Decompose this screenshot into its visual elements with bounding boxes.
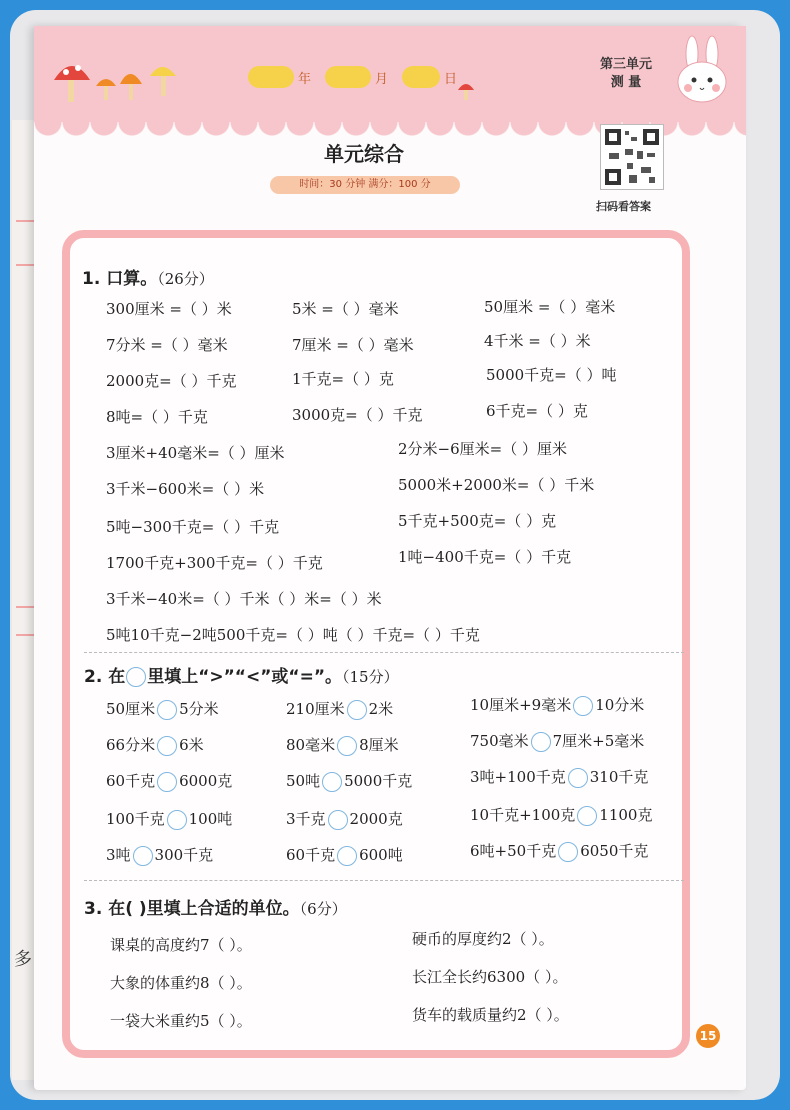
comparison-left: 60千克	[106, 772, 156, 790]
page-title: 单元综合	[324, 142, 404, 166]
answer-circle[interactable]	[157, 736, 177, 756]
year-label: 年	[298, 71, 312, 87]
comparison-item	[286, 844, 403, 866]
answer-circle[interactable]	[157, 772, 177, 792]
bunny-icon	[672, 34, 732, 104]
comparison-right: 5000千克	[344, 772, 413, 790]
q1-r3-c3: 5000千克=（ ）吨	[486, 366, 617, 384]
month-field[interactable]	[325, 66, 371, 88]
comparison-right: 100吨	[188, 810, 233, 828]
q1-r4-c1: 8吨=（ ）千克	[106, 408, 208, 426]
q1-r2-c2: 7厘米 =（ ）毫米	[292, 336, 414, 354]
section3-title-text: 3. 在( )里填上合适的单位。	[84, 899, 300, 919]
q1-r8-c1: 1700千克+300千克=（ ）千克	[106, 554, 323, 572]
compare-circle-icon	[126, 667, 146, 687]
section3-title	[84, 894, 347, 919]
answer-circle[interactable]	[133, 846, 153, 866]
comparison-left: 3吨+100千克	[470, 768, 566, 786]
comparison-left: 50吨	[286, 772, 321, 790]
q3-r2-c1: 大象的体重约8（ ）。	[110, 974, 252, 992]
comparison-item	[470, 694, 644, 716]
comparison-right: 300千克	[154, 846, 214, 864]
unit-tag	[600, 56, 652, 92]
previous-page-text: 多	[14, 949, 32, 970]
section1-title-text: 1. 口算。	[82, 269, 158, 289]
workbook-page	[34, 26, 746, 1090]
answer-circle[interactable]	[337, 736, 357, 756]
comparison-right: 2000克	[349, 810, 403, 828]
month-label: 月	[375, 71, 389, 87]
q1-long1: 3千米−40米=（ ）千米（ ）米=（ ）米	[106, 590, 382, 608]
page-number: 15	[696, 1024, 720, 1048]
day-field[interactable]	[402, 66, 440, 88]
answer-circle[interactable]	[577, 806, 597, 826]
q1-r4-c2: 3000克=（ ）千克	[292, 406, 423, 424]
section1-title	[82, 264, 214, 289]
section2-points: （15分）	[342, 668, 399, 686]
comparison-item	[286, 808, 403, 830]
q3-r3-c1: 一袋大米重约5（ ）。	[110, 1012, 252, 1030]
time-info: 时间：30 分钟 满分：100 分	[270, 176, 460, 194]
comparison-item	[106, 844, 213, 866]
comparison-right: 8厘米	[359, 736, 399, 754]
comparison-item	[470, 766, 648, 788]
comparison-item	[106, 698, 219, 720]
comparison-right: 310千克	[589, 768, 649, 786]
comparison-item	[106, 808, 232, 830]
q3-r1-c2: 硬币的厚度约2（ ）。	[412, 930, 554, 948]
unit-topic: 测 量	[610, 75, 642, 90]
unit-name: 第三单元	[600, 57, 653, 72]
answer-circle[interactable]	[328, 810, 348, 830]
comparison-left: 750毫米	[470, 732, 529, 750]
q1-r4-c3: 6千克=（ ）克	[486, 402, 588, 420]
comparison-left: 66分米	[106, 736, 156, 754]
qr-label: 扫码看答案	[596, 200, 651, 213]
section2-title-post: 里填上“>”“<”或“=”。	[147, 667, 342, 687]
answer-circle[interactable]	[573, 696, 593, 716]
comparison-item	[470, 840, 648, 862]
comparison-item	[286, 770, 412, 792]
comparison-left: 210厘米	[286, 700, 345, 718]
comparison-item	[470, 804, 652, 826]
comparison-left: 6吨+50千克	[470, 842, 557, 860]
q1-r5-c2: 2分米−6厘米=（ ）厘米	[398, 440, 567, 458]
qr-code-icon	[605, 129, 659, 185]
q1-r7-c1: 5吨−300千克=（ ）千克	[106, 518, 280, 536]
comparison-right: 10分米	[595, 696, 645, 714]
qr-code[interactable]	[600, 124, 664, 190]
q1-r5-c1: 3厘米+40毫米=（ ）厘米	[106, 444, 285, 462]
q1-r6-c1: 3千米−600米=（ ）米	[106, 480, 265, 498]
q1-long2: 5吨10千克−2吨500千克=（ ）吨（ ）千克=（ ）千克	[106, 626, 480, 644]
comparison-right: 6000克	[179, 772, 233, 790]
q1-r1-c1: 300厘米 =（ ）米	[106, 300, 232, 318]
q3-r1-c1: 课桌的高度约7（ ）。	[110, 936, 252, 954]
answer-circle[interactable]	[568, 768, 588, 788]
answer-circle[interactable]	[531, 732, 551, 752]
comparison-left: 50厘米	[106, 700, 156, 718]
q1-r2-c3: 4千米 =（ ）米	[484, 332, 591, 350]
year-field[interactable]	[248, 66, 294, 88]
q1-r1-c2: 5米 =（ ）毫米	[292, 300, 399, 318]
comparison-right: 1100克	[599, 806, 653, 824]
comparison-item	[470, 730, 644, 752]
comparison-left: 10厘米+9毫米	[470, 696, 572, 714]
comparison-item	[286, 734, 399, 756]
q1-r3-c2: 1千克=（ ）克	[292, 370, 394, 388]
page-header	[34, 26, 746, 122]
comparison-item	[106, 734, 204, 756]
date-row	[248, 64, 457, 90]
comparison-right: 2米	[368, 700, 394, 718]
comparison-left: 60千克	[286, 846, 336, 864]
section1-points: （26分）	[157, 270, 214, 288]
section2-title-pre: 2. 在	[84, 667, 126, 687]
comparison-left: 80毫米	[286, 736, 336, 754]
q1-r6-c2: 5000米+2000米=（ ）千米	[398, 476, 595, 494]
small-mushroom-icon	[456, 78, 476, 102]
q1-r2-c1: 7分米 =（ ）毫米	[106, 336, 228, 354]
exercise-card	[62, 230, 690, 1058]
comparison-right: 6050千克	[580, 842, 649, 860]
answer-circle[interactable]	[558, 842, 578, 862]
comparison-left: 100千克	[106, 810, 165, 828]
q1-r7-c2: 5千克+500克=（ ）克	[398, 512, 557, 530]
comparison-right: 6米	[179, 736, 204, 754]
q1-r1-c3: 50厘米 =（ ）毫米	[484, 298, 616, 316]
answer-circle[interactable]	[337, 846, 357, 866]
q1-r3-c1: 2000克=（ ）千克	[106, 372, 237, 390]
q3-r3-c2: 货车的载质量约2（ ）。	[412, 1006, 569, 1024]
mushroom-decoration-icon	[50, 46, 180, 116]
q1-r8-c2: 1吨−400千克=（ ）千克	[398, 548, 572, 566]
section-divider	[84, 880, 684, 881]
answer-circle[interactable]	[157, 700, 177, 720]
comparison-left: 10千克+100克	[470, 806, 576, 824]
day-label: 日	[444, 71, 458, 87]
section3-points: （6分）	[299, 900, 347, 918]
comparison-right: 5分米	[179, 700, 219, 718]
comparison-left: 3吨	[106, 846, 131, 864]
comparison-right: 600吨	[359, 846, 403, 864]
q3-r2-c2: 长江全长约6300（ ）。	[412, 968, 568, 986]
comparison-item	[286, 698, 393, 720]
answer-circle[interactable]	[322, 772, 342, 792]
comparison-right: 7厘米+5毫米	[552, 732, 645, 750]
section-divider	[84, 652, 684, 653]
comparison-left: 3千克	[286, 810, 326, 828]
answer-circle[interactable]	[347, 700, 367, 720]
answer-circle[interactable]	[167, 810, 187, 830]
section2-title	[84, 662, 399, 687]
comparison-item	[106, 770, 232, 792]
